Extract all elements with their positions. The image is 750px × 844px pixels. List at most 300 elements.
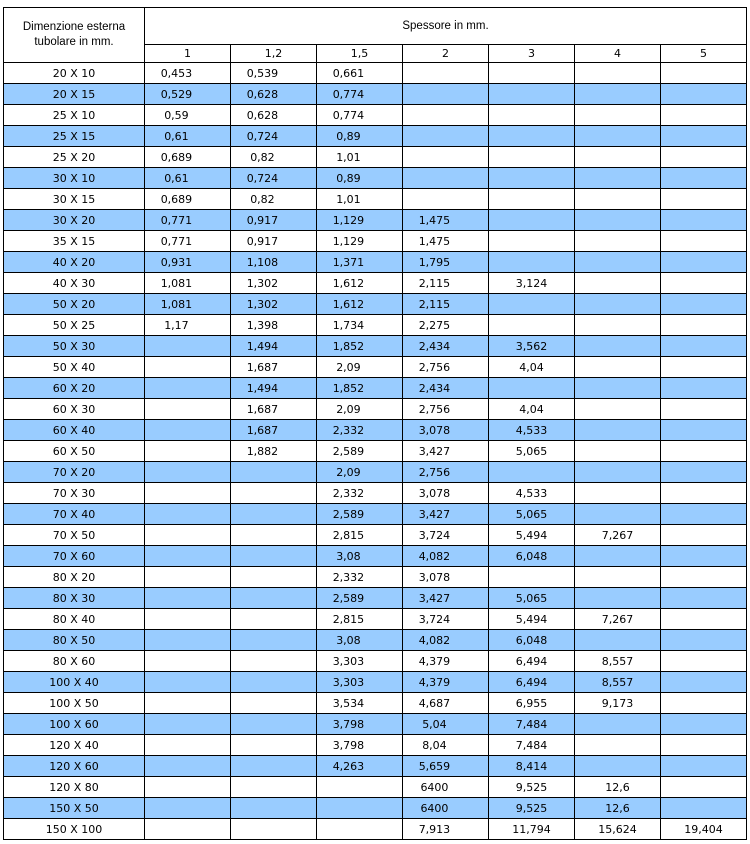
weight-value: 1,687 [246,423,279,437]
weight-cell [317,336,403,357]
weight-cell [145,336,231,357]
weight-value: 3,124 [515,276,548,290]
weight-cell [317,735,403,756]
weight-value: 0,59 [164,108,189,122]
weight-cell [661,399,747,420]
weight-cell [317,147,403,168]
dimension-cell: 50 X 20 [4,294,145,315]
weight-cell [231,672,317,693]
weight-cell [317,399,403,420]
weight-value: 2,589 [332,507,365,521]
weight-cell [661,567,747,588]
weight-value: 3,427 [418,591,451,605]
weight-cell [575,231,661,252]
weight-value: 7,913 [418,822,451,836]
table-row [4,693,747,714]
weight-cell [661,819,747,840]
weight-value: 3,078 [418,570,451,584]
weight-cell [231,84,317,105]
weight-cell [661,462,747,483]
weight-cell [661,714,747,735]
weight-cell [575,504,661,525]
weight-cell [489,483,575,504]
weight-value: 19,404 [684,822,723,836]
weight-cell [403,630,489,651]
table-row [4,252,747,273]
weight-cell [489,714,575,735]
weight-value: 3,078 [418,486,451,500]
weight-value: 3,534 [332,696,365,710]
weight-cell [661,105,747,126]
dimension-cell: 50 X 30 [4,336,145,357]
weight-cell [231,147,317,168]
weight-cell [661,672,747,693]
weight-cell [403,651,489,672]
weight-cell [403,756,489,777]
weight-value: 1,129 [332,213,365,227]
weight-cell [661,210,747,231]
weight-cell [489,273,575,294]
weight-cell [489,210,575,231]
weight-cell [403,84,489,105]
weight-cell [145,315,231,336]
weight-value: 0,774 [332,108,365,122]
weight-cell [575,63,661,84]
dimension-cell: 120 X 60 [4,756,145,777]
thickness-column-header: 1,2 [231,44,317,62]
weight-cell [317,504,403,525]
weight-value: 0,89 [336,171,361,185]
weight-value: 1,081 [160,276,193,290]
weight-cell [489,336,575,357]
thickness-header: Spessore in mm. [145,8,747,45]
weight-cell [575,546,661,567]
table-row [4,609,747,630]
weight-value: 0,628 [246,87,279,101]
weight-cell [575,630,661,651]
weight-cell [145,462,231,483]
dimension-cell: 70 X 40 [4,504,145,525]
weight-cell [145,546,231,567]
weight-cell [575,336,661,357]
weight-cell [231,126,317,147]
weight-value: 0,82 [250,150,275,164]
table-row [4,315,747,336]
dimension-cell: 100 X 50 [4,693,145,714]
weight-value: 5,065 [515,444,548,458]
weight-cell [403,399,489,420]
weight-value: 0,689 [160,150,193,164]
weight-value: 4,687 [418,696,451,710]
weight-cell [661,777,747,798]
dimension-cell: 120 X 80 [4,777,145,798]
weight-value: 1,687 [246,360,279,374]
weight-cell [403,714,489,735]
weight-cell [661,84,747,105]
weight-cell [317,357,403,378]
weight-cell [317,294,403,315]
weight-cell [403,672,489,693]
weight-cell [231,609,317,630]
weight-cell [575,294,661,315]
weight-value: 8,414 [515,759,548,773]
dimension-cell: 25 X 15 [4,126,145,147]
weight-value: 1,129 [332,234,365,248]
dimension-cell: 70 X 20 [4,462,145,483]
dimension-cell: 80 X 40 [4,609,145,630]
weight-value: 0,661 [332,66,365,80]
weight-cell [489,420,575,441]
weight-cell [489,357,575,378]
weight-value: 2,09 [336,402,361,416]
weight-cell [661,588,747,609]
weight-cell [489,189,575,210]
weight-value: 6400 [420,780,449,794]
weight-value: 2,815 [332,612,365,626]
weight-value: 0,724 [246,129,279,143]
weight-cell [317,273,403,294]
weight-cell [575,189,661,210]
table-row [4,336,747,357]
weight-value: 4,379 [418,654,451,668]
weight-value: 1,852 [332,339,365,353]
weight-cell [575,735,661,756]
table-row [4,378,747,399]
weight-cell [575,105,661,126]
weight-cell [575,168,661,189]
weight-value: 6,955 [515,696,548,710]
weight-value: 15,624 [598,822,637,836]
weight-value: 5,065 [515,507,548,521]
weight-cell [575,714,661,735]
weight-cell [489,294,575,315]
weight-cell [575,651,661,672]
weight-table [3,7,747,840]
thickness-column-header: 4 [575,44,661,62]
table-row [4,84,747,105]
table-row [4,672,747,693]
weight-cell [403,420,489,441]
weight-cell [403,273,489,294]
weight-cell [575,252,661,273]
dimension-cell: 70 X 60 [4,546,145,567]
weight-value: 2,332 [332,423,365,437]
weight-value: 3,562 [515,339,548,353]
weight-value: 3,08 [336,633,361,647]
weight-cell [661,126,747,147]
table-row [4,714,747,735]
weight-cell [403,504,489,525]
weight-cell [231,546,317,567]
weight-cell [145,357,231,378]
weight-cell [231,252,317,273]
weight-cell [661,651,747,672]
weight-cell [317,441,403,462]
weight-cell [403,294,489,315]
weight-value: 2,756 [418,465,451,479]
weight-cell [145,504,231,525]
weight-value: 9,525 [515,801,548,815]
weight-value: 2,115 [418,297,451,311]
dimension-cell: 20 X 15 [4,84,145,105]
dimension-cell: 30 X 10 [4,168,145,189]
weight-cell [661,231,747,252]
weight-value: 2,756 [418,360,451,374]
weight-cell [317,777,403,798]
weight-cell [317,105,403,126]
weight-cell [403,483,489,504]
weight-cell [489,525,575,546]
table-row [4,63,747,84]
table-row [4,231,747,252]
dimension-cell: 80 X 30 [4,588,145,609]
weight-value: 12,6 [605,780,630,794]
weight-cell [403,567,489,588]
weight-value: 1,494 [246,339,279,353]
weight-cell [661,315,747,336]
weight-cell [661,441,747,462]
weight-cell [317,168,403,189]
weight-cell [575,609,661,630]
weight-cell [231,483,317,504]
weight-value: 0,61 [164,171,189,185]
weight-cell [145,798,231,819]
dimension-cell: 40 X 20 [4,252,145,273]
weight-cell [575,315,661,336]
weight-cell [489,798,575,819]
weight-value: 0,689 [160,192,193,206]
thickness-column-header: 5 [661,44,747,62]
weight-value: 5,494 [515,612,548,626]
table-row [4,546,747,567]
weight-cell [317,63,403,84]
dimension-cell: 100 X 60 [4,714,145,735]
weight-value: 2,589 [332,444,365,458]
weight-value: 3,724 [418,612,451,626]
weight-value: 6,494 [515,654,548,668]
weight-cell [145,777,231,798]
weight-value: 8,557 [601,675,634,689]
dimension-cell: 25 X 10 [4,105,145,126]
dimension-header: Dimenzione esterna tubolare in mm. [4,8,145,63]
weight-value: 6,048 [515,633,548,647]
weight-cell [145,588,231,609]
table-row [4,357,747,378]
dimension-cell: 120 X 40 [4,735,145,756]
weight-cell [317,798,403,819]
table-row [4,168,747,189]
weight-cell [575,777,661,798]
dimension-cell: 50 X 40 [4,357,145,378]
dimension-cell: 70 X 50 [4,525,145,546]
weight-cell [489,105,575,126]
weight-value: 3,427 [418,507,451,521]
weight-cell [489,651,575,672]
weight-value: 1,398 [246,318,279,332]
weight-value: 1,108 [246,255,279,269]
weight-cell [231,441,317,462]
weight-cell [575,84,661,105]
weight-value: 9,173 [601,696,634,710]
weight-cell [403,315,489,336]
weight-value: 1,612 [332,276,365,290]
weight-cell [403,357,489,378]
weight-cell [145,525,231,546]
weight-cell [575,525,661,546]
weight-cell [231,168,317,189]
weight-value: 1,882 [246,444,279,458]
weight-cell [575,588,661,609]
weight-cell [661,378,747,399]
weight-value: 4,082 [418,633,451,647]
weight-cell [145,630,231,651]
dimension-cell: 150 X 50 [4,798,145,819]
table-row [4,756,747,777]
weight-cell [145,273,231,294]
weight-value: 4,263 [332,759,365,773]
weight-value: 3,724 [418,528,451,542]
weight-cell [145,651,231,672]
weight-cell [231,756,317,777]
weight-cell [403,609,489,630]
dimension-cell: 80 X 50 [4,630,145,651]
weight-cell [145,735,231,756]
weight-cell [145,693,231,714]
table-row [4,504,747,525]
weight-value: 12,6 [605,801,630,815]
weight-value: 5,065 [515,591,548,605]
weight-value: 2,434 [418,339,451,353]
weight-cell [231,504,317,525]
weight-value: 4,04 [519,360,544,374]
dimension-cell: 30 X 15 [4,189,145,210]
weight-cell [661,147,747,168]
weight-cell [145,441,231,462]
weight-cell [403,798,489,819]
weight-cell [145,105,231,126]
weight-value: 1,475 [418,234,451,248]
weight-cell [317,126,403,147]
weight-value: 0,453 [160,66,193,80]
weight-cell [575,672,661,693]
table-row [4,273,747,294]
weight-value: 0,529 [160,87,193,101]
table-row [4,399,747,420]
weight-value: 9,525 [515,780,548,794]
weight-cell [231,630,317,651]
thickness-column-header: 2 [403,44,489,62]
weight-cell [145,63,231,84]
weight-cell [317,378,403,399]
weight-cell [231,819,317,840]
weight-cell [575,798,661,819]
weight-value: 0,774 [332,87,365,101]
weight-cell [231,777,317,798]
weight-cell [489,630,575,651]
weight-cell [489,588,575,609]
weight-cell [145,231,231,252]
weight-cell [661,546,747,567]
dimension-cell: 60 X 40 [4,420,145,441]
weight-value: 0,917 [246,213,279,227]
weight-value: 2,434 [418,381,451,395]
weight-value: 4,533 [515,423,548,437]
weight-cell [489,504,575,525]
weight-cell [661,252,747,273]
weight-cell [403,462,489,483]
table-row [4,126,747,147]
table-row [4,483,747,504]
weight-cell [145,294,231,315]
weight-cell [661,693,747,714]
weight-cell [489,567,575,588]
weight-cell [661,483,747,504]
weight-value: 3,078 [418,423,451,437]
table-row [4,735,747,756]
weight-cell [403,525,489,546]
weight-cell [317,714,403,735]
weight-cell [489,63,575,84]
weight-cell [231,336,317,357]
weight-value: 6400 [420,801,449,815]
weight-cell [661,504,747,525]
weight-cell [661,420,747,441]
weight-value: 3,798 [332,717,365,731]
weight-cell [489,693,575,714]
dimension-cell: 100 X 40 [4,672,145,693]
weight-cell [317,546,403,567]
weight-cell [489,819,575,840]
weight-cell [403,252,489,273]
weight-value: 1,371 [332,255,365,269]
weight-cell [231,189,317,210]
weight-cell [231,315,317,336]
weight-cell [231,399,317,420]
table-row [4,147,747,168]
weight-cell [403,63,489,84]
weight-cell [231,273,317,294]
weight-cell [403,735,489,756]
weight-cell [403,378,489,399]
weight-value: 7,484 [515,717,548,731]
table-row [4,441,747,462]
weight-cell [403,336,489,357]
weight-cell [489,546,575,567]
dimension-cell: 80 X 60 [4,651,145,672]
weight-value: 1,302 [246,276,279,290]
table-row [4,294,747,315]
table-row [4,462,747,483]
weight-value: 2,332 [332,486,365,500]
weight-value: 0,61 [164,129,189,143]
weight-value: 0,917 [246,234,279,248]
thickness-column-header: 1 [145,44,231,62]
weight-value: 3,303 [332,675,365,689]
weight-cell [317,315,403,336]
dimension-cell: 60 X 50 [4,441,145,462]
weight-cell [575,273,661,294]
weight-cell [317,252,403,273]
weight-cell [403,189,489,210]
weight-cell [231,378,317,399]
weight-cell [489,756,575,777]
weight-cell [575,420,661,441]
weight-cell [661,294,747,315]
weight-cell [575,567,661,588]
weight-cell [145,126,231,147]
table-row [4,651,747,672]
weight-value: 6,048 [515,549,548,563]
